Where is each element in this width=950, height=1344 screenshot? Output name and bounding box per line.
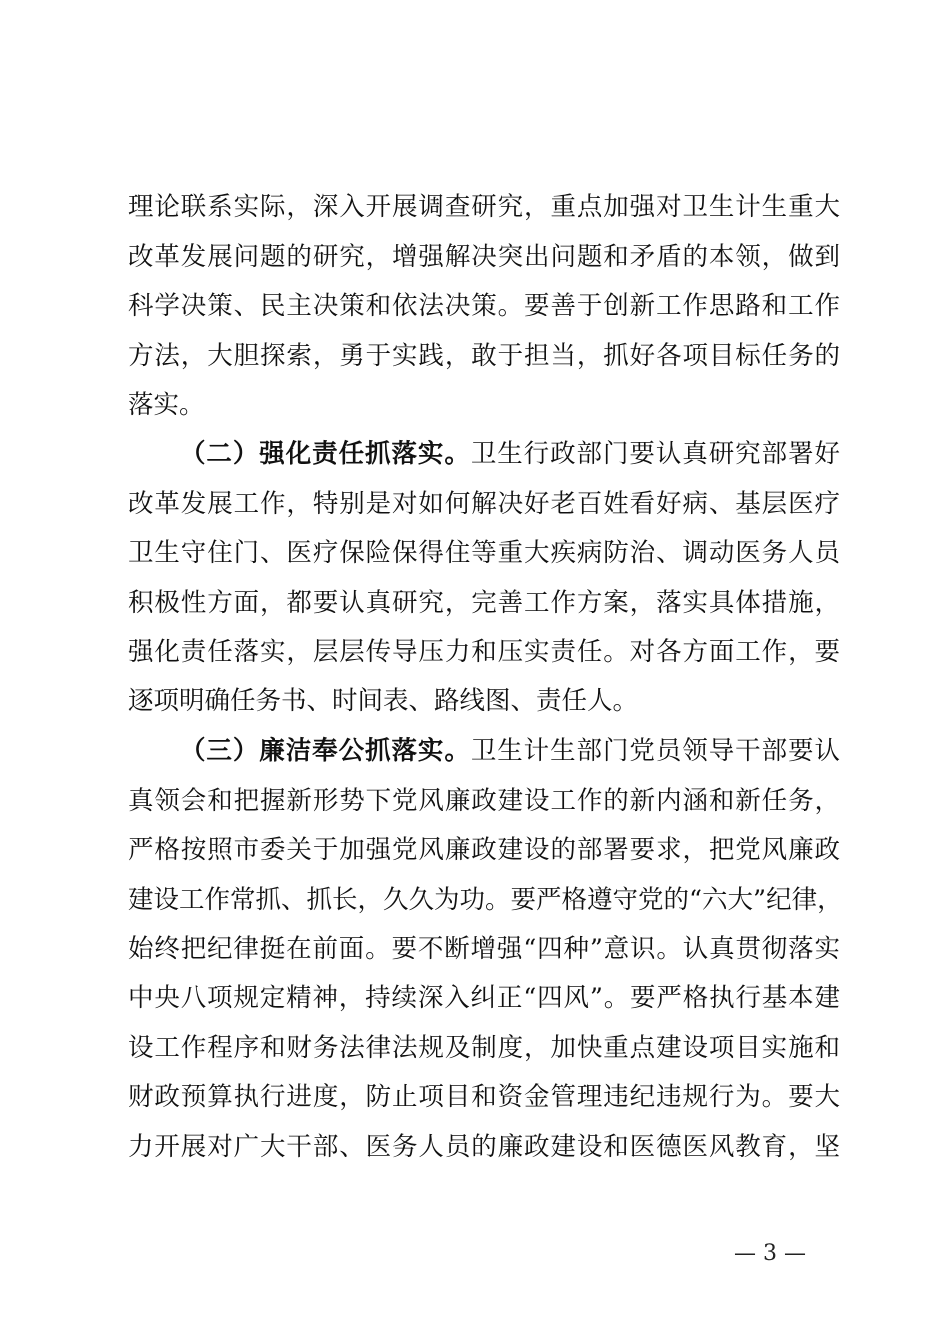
paragraph-2-first-line: [180, 429, 840, 479]
paragraph-3-line-8: 财政预算执行进度，防止项目和资金管理违纪违规行为。要大: [128, 1082, 840, 1112]
paragraph-2-line-2: 改革发展工作，特别是对如何解决好老百姓看好病、基层医疗: [128, 489, 840, 519]
paragraph-3-first-line-text: 卫生计生部门党员领导干部要认: [470, 736, 840, 766]
paragraph-3-line-2: 真领会和把握新形势下党风廉政建设工作的新内涵和新任务，: [128, 786, 840, 816]
paragraph-2-line-6: 逐项明确任务书、时间表、路线图、责任人。: [128, 686, 639, 716]
paragraph-3-line-6: 中央八项规定精神，持续深入纠正“四风”。要严格执行基本建: [128, 983, 840, 1013]
paragraph-3-line-5: 始终把纪律挺在前面。要不断增强“四种”意识。认真贯彻落实: [128, 934, 840, 964]
section-heading-3: （三）廉洁奉公抓落实。: [180, 736, 471, 766]
paragraph-2-line-5: 强化责任落实，层层传导压力和压实责任。对各方面工作，要: [128, 637, 840, 667]
section-heading-2: （二）强化责任抓落实。: [180, 439, 471, 469]
paragraph-3-line-7: 设工作程序和财务法律法规及制度，加快重点建设项目实施和: [128, 1033, 840, 1063]
paragraph-1-line-5: 落实。: [128, 390, 205, 420]
paragraph-1-line-4: 方法，大胆探索，勇于实践，敢于担当，抓好各项目标任务的: [128, 341, 840, 371]
paragraph-3-first-line: [180, 726, 840, 776]
paragraph-3-line-4: 建设工作常抓、抓长，久久为功。要严格遵守党的“六大”纪律，: [128, 885, 843, 915]
paragraph-1-line-1: 理论联系实际，深入开展调查研究，重点加强对卫生计生重大: [128, 192, 840, 222]
paragraph-2-line-3: 卫生守住门、医疗保险保得住等重大疾病防治、调动医务人员: [128, 538, 840, 568]
paragraph-2-first-line-text: 卫生行政部门要认真研究部署好: [470, 439, 840, 469]
page-number: — 3 —: [734, 1241, 806, 1266]
paragraph-2-line-4: 积极性方面，都要认真研究，完善工作方案，落实具体措施，: [128, 588, 840, 618]
paragraph-1-line-2: 改革发展问题的研究，增强解决突出问题和矛盾的本领，做到: [128, 242, 840, 272]
paragraph-3-line-3: 严格按照市委关于加强党风廉政建设的部署要求，把党风廉政: [128, 835, 840, 865]
paragraph-3-line-9: 力开展对广大干部、医务人员的廉政建设和医德医风教育，坚: [128, 1132, 840, 1162]
paragraph-1-line-3: 科学决策、民主决策和依法决策。要善于创新工作思路和工作: [128, 291, 840, 321]
